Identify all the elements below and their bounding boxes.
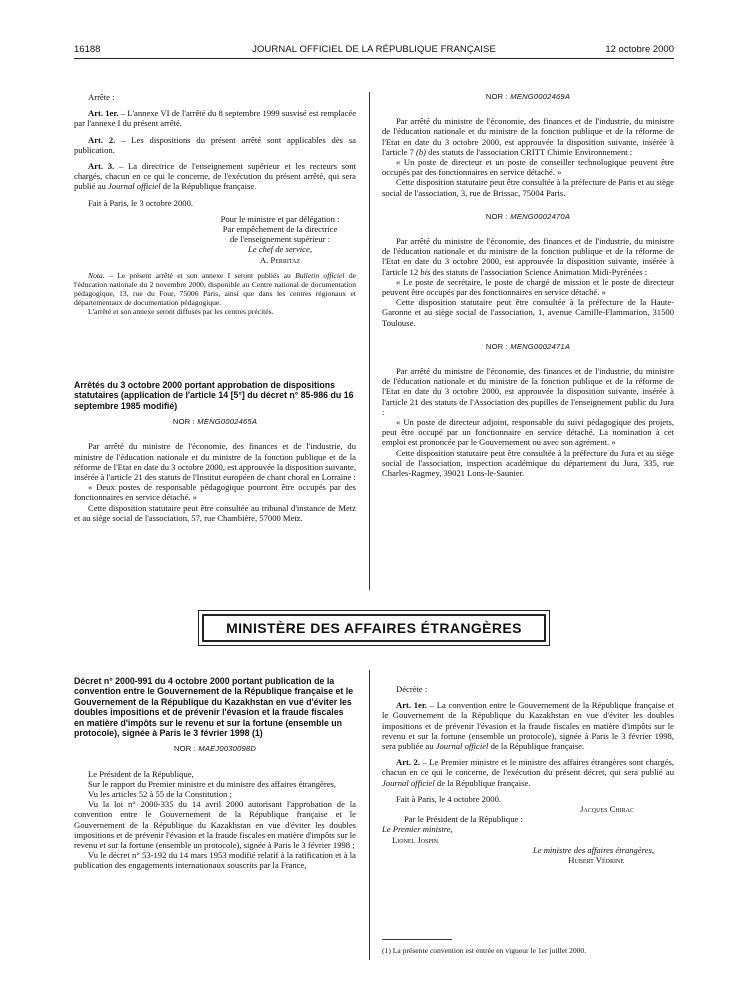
paragraph: Cette disposition statutaire peut être consultée au tribunal d'instance de Metz et au siège social de l'association, 57, rue Chambière, 57000 Metz. <box>74 502 356 523</box>
fait-a-paris: Fait à Paris, le 4 octobre 2000. <box>396 793 502 804</box>
president-signature: Jacques Chirac <box>580 804 634 815</box>
nor-label: NOR : <box>485 211 511 221</box>
nor-reference <box>382 212 674 222</box>
arretes-title: Arrêtés du 3 octobre 2000 portant approbation de dispositions statutaires (application de l'article 14 [5°] du décret n° 85-986 du 16 septembre 1985 modifié) <box>74 380 354 411</box>
fait-a-paris: Fait à Paris, le 3 octobre 2000. <box>88 197 194 208</box>
nota-diffusion: L'arrêté et son annexe seront diffusés par les centres précités. <box>88 306 274 316</box>
arrete-heading: Arrête : <box>88 92 115 102</box>
article-2 <box>74 135 356 155</box>
signature-role: Le chef de service, <box>248 244 312 255</box>
signature-line: de l'enseignement supérieur : <box>229 234 331 245</box>
paragraph: Cette disposition statutaire peut être consultée à la préfecture de Paris et au siège social de l'association, 3, rue de Brissac, 75004 Paris. <box>382 177 674 198</box>
journal-officiel-ref: Journal officiel <box>435 741 489 752</box>
right-lower-column <box>382 684 674 865</box>
article-2 <box>382 757 674 788</box>
article-1 <box>382 700 674 751</box>
footnote-rule <box>382 939 452 940</box>
footnote: (1) La présente convention est entrée en vigueur le 1er juillet 2000. <box>382 946 587 955</box>
nor-code: MENG0002471A <box>510 341 571 351</box>
nor-label: NOR : <box>172 417 198 427</box>
article-2-text: – Les dispositions du présent arrêté sont applicables dès sa publication. <box>74 134 356 155</box>
ministre-ae-name: Hubert Védrine <box>568 855 624 866</box>
article-2-text-end: de la République française. <box>434 777 531 788</box>
article-1-text-end: de la République française. <box>488 741 585 752</box>
article-1-label: Art. 1er. <box>88 108 119 119</box>
paragraph: Vu les articles 52 à 55 de la Constitution ; <box>88 789 232 800</box>
nor-reference <box>74 417 356 427</box>
paragraph: Cette disposition statutaire peut être consultée à la préfecture du Jura et au siège social de l'association, inspection académique du département du Jura, 335, rue Charles-Ragmey, 39021 Lons-le-Saunier. <box>382 447 674 479</box>
column-divider-top <box>369 92 370 590</box>
nor-label: NOR : <box>173 744 199 754</box>
article-2-label: Art. 2. <box>88 134 116 145</box>
nor-label: NOR : <box>485 341 511 351</box>
nota-text: – Le présent arrêté et son annexe I seront publiés au <box>104 270 296 280</box>
paragraph: Sur le rapport du Premier ministre et du ministre des affaires étrangères, <box>88 778 337 789</box>
par-le-president: Par le Président de la République : <box>404 814 523 825</box>
article-2-text: – Le Premier ministre et le ministre des affaires étrangères sont chargés, chacun en ce qui le concerne, de l'exécution du présent décret, qui sera publié au <box>382 757 675 778</box>
paragraph-italic: (b) <box>416 146 427 157</box>
nota <box>74 271 356 307</box>
paragraph: Cette disposition statutaire peut être consultée à la préfecture de la Haute-Garonne et au siège social de l'association, 1, avenue Camille-Flammarion, 31500 Toulouse. <box>382 297 674 328</box>
nota-text-end: de l'éducation nationale du 2 novembre 2000, disponible au Centre national de documentation pédagogique, 13, rue du Four, 75006 Paris, ainsi que dans les centres régionaux et départementaux de documentation pédagogique. <box>74 270 356 307</box>
nor-reference <box>382 342 674 352</box>
bulletin-ref: Bulletin officiel <box>295 270 345 280</box>
page-number: 16188 <box>74 44 101 55</box>
article-2-label: Art. 2. <box>396 757 420 768</box>
paragraph <box>382 236 674 277</box>
article-3-text: – La directrice de l'enseignement supérieur et les recteurs sont chargés, chacun en ce qui le concerne, de l'exécution du présent arrêté, qui sera publié au <box>74 161 357 192</box>
article-1-text: – La convention entre le Gouvernement de la République française et le Gouvernement de la République du Kazakhstan en vue d'éviter les doubles impositions et de prévenir l'évasion et la fraude fiscales en matière d'impôts sur le revenu et sur la fortune (ensemble un protocole), signée à Paris le 3 février 1998, sera publiée au <box>382 700 674 752</box>
signature-block <box>204 214 356 265</box>
ministry-heading: MINISTÈRE DES AFFAIRES ÉTRANGÈRES <box>202 614 546 642</box>
nor-code: MENG0002469A <box>510 92 571 101</box>
decret-title: Décret n° 2000-991 du 4 octobre 2000 portant publication de la convention entre le Gouvernement de la République française et le Gouvernement de la République du Kazakhstan en vue d'éviter les doubles impositions et de prévenir l'évasion et la fraude fiscales en matière d'impôts sur le revenu et sur la fortune (ensemble un protocole), signée à Paris le 3 février 1998 (1) <box>74 676 354 739</box>
nor-reference <box>382 92 674 102</box>
paragraph: Le Président de la République, <box>88 768 194 779</box>
signature-line: Par empêchement de la directrice <box>222 224 338 235</box>
nor-code: MENG0002465A <box>197 417 258 427</box>
issue-date: 12 octobre 2000 <box>605 44 674 55</box>
paragraph-italic: bis <box>420 266 431 277</box>
premier-ministre-name: Lionel Jospin <box>392 834 439 845</box>
nota-label: Nota. <box>88 270 105 280</box>
paragraph: Par arrêté du ministre de l'économie, des finances et de l'industrie, du ministre de l'éducation nationale et du ministre de la fonction publique et de la réforme de l'Etat en date du 3 octobre 2000, est approuvée la disposition suivante, insérée à l'article 21 des statuts de l'Institut européen de chant choral en Lorraine : <box>74 441 356 483</box>
nor-label: NOR : <box>485 92 511 101</box>
paragraph-quote: « Deux postes de responsable pédagogique pourront être occupés par des fonctionnaires en service détaché. » <box>74 482 356 503</box>
paragraph-quote: « Un poste de directeur adjoint, responsable du suivi pédagogique des projets, peut être occupé par un fonctionnaire en service détaché. La nomination à cet emploi est prononcée par le Gouvernement ou avec son agrément. » <box>382 417 674 448</box>
nor-code: MAEJ0030098D <box>198 744 257 754</box>
article-1-label: Art. 1er. <box>396 700 428 711</box>
paragraph-quote: « Un poste de directeur et un poste de conseiller technologique peuvent être occupés par des fonctionnaires en service détaché. » <box>382 157 674 178</box>
paragraph: Vu le décret n° 53-192 du 14 mars 1953 modifié relatif à la ratification et à la publication des engagements internationaux souscrits par la France, <box>74 850 356 871</box>
left-middle-column <box>74 380 356 523</box>
ministre-ae-role: Le ministre des affaires étrangères, <box>532 844 654 855</box>
article-3 <box>74 161 356 192</box>
article-1 <box>74 108 356 128</box>
premier-ministre-role: Le Premier ministre, <box>382 824 453 835</box>
paragraph-text: des statuts de l'association Science Animation Midi-Pyrénées : <box>430 266 648 277</box>
signatory-name: A. Perritaz <box>259 254 301 265</box>
paragraph: Par arrêté du ministre de l'économie, des finances et de l'industrie, du ministre de l'éducation nationale et du ministre de la fonction publique et de la réforme de l'Etat en date du 3 octobre 2000, est approuvée la disposition suivante, insérée à l'article 21 des statuts de l'Association des pupilles de l'enseignement public du Jura : <box>382 366 674 417</box>
paragraph <box>382 116 674 157</box>
right-upper-column <box>382 92 674 478</box>
journal-officiel-ref: Journal officiel <box>382 777 435 788</box>
decrete-heading: Décrète : <box>396 684 428 694</box>
column-divider-bottom <box>369 670 370 960</box>
paragraph-text: Par arrêté du ministre de l'économie, des finances et de l'industrie, du ministre de l'éducation nationale et du ministre de la fonction publique et de la réforme de l'Etat en date du 3 octobre 2000, est approuvée la disposition suivante, insérée à l'article 7 <box>382 116 674 157</box>
header-rule <box>74 58 674 59</box>
journal-officiel-ref: Journal officiel <box>107 181 161 192</box>
article-3-text-end: de la République française. <box>160 181 257 192</box>
page-header <box>74 44 674 58</box>
paragraph-text: Par arrêté du ministre de l'économie, des finances et de l'industrie, du ministre de l'éducation nationale et du ministre de la fonction publique et de la réforme de l'Etat en date du 3 octobre 2000, est approuvée la disposition suivante, insérée à l'article 12 <box>382 236 674 277</box>
paragraph-text: des statuts de l'association CRITT Chimie Environnement : <box>426 146 633 157</box>
nor-reference <box>74 744 356 754</box>
nor-code: MENG0002470A <box>510 211 571 221</box>
journal-title: JOURNAL OFFICIEL DE LA RÉPUBLIQUE FRANÇAISE <box>252 44 496 55</box>
left-upper-column <box>74 92 356 316</box>
article-3-label: Art. 3. <box>88 161 115 172</box>
left-lower-column <box>74 676 356 871</box>
signature-line: Pour le ministre et par délégation : <box>220 213 340 224</box>
article-1-text: – L'annexe VI de l'arrêté du 8 septembre 1999 susvisé est remplacée par l'annexe I du présent arrêté. <box>74 108 357 129</box>
paragraph-quote: « Le poste de secrétaire, le poste de chargé de mission et le poste de directeur peuvent être occupés par des fonctionnaires en service détaché. » <box>382 276 674 298</box>
paragraph: Vu la loi n° 2000-335 du 14 avril 2000 autorisant l'approbation de la convention entre le Gouvernement de la République française et le Gouvernement de la République du Kazakhstan en vue d'éviter les doubles impositions et de prévenir l'évasion et la fraude fiscales en matière d'impôts sur le revenu et sur la fortune (ensemble un protocole), signée à Paris le 3 février 1998 ; <box>74 799 356 851</box>
